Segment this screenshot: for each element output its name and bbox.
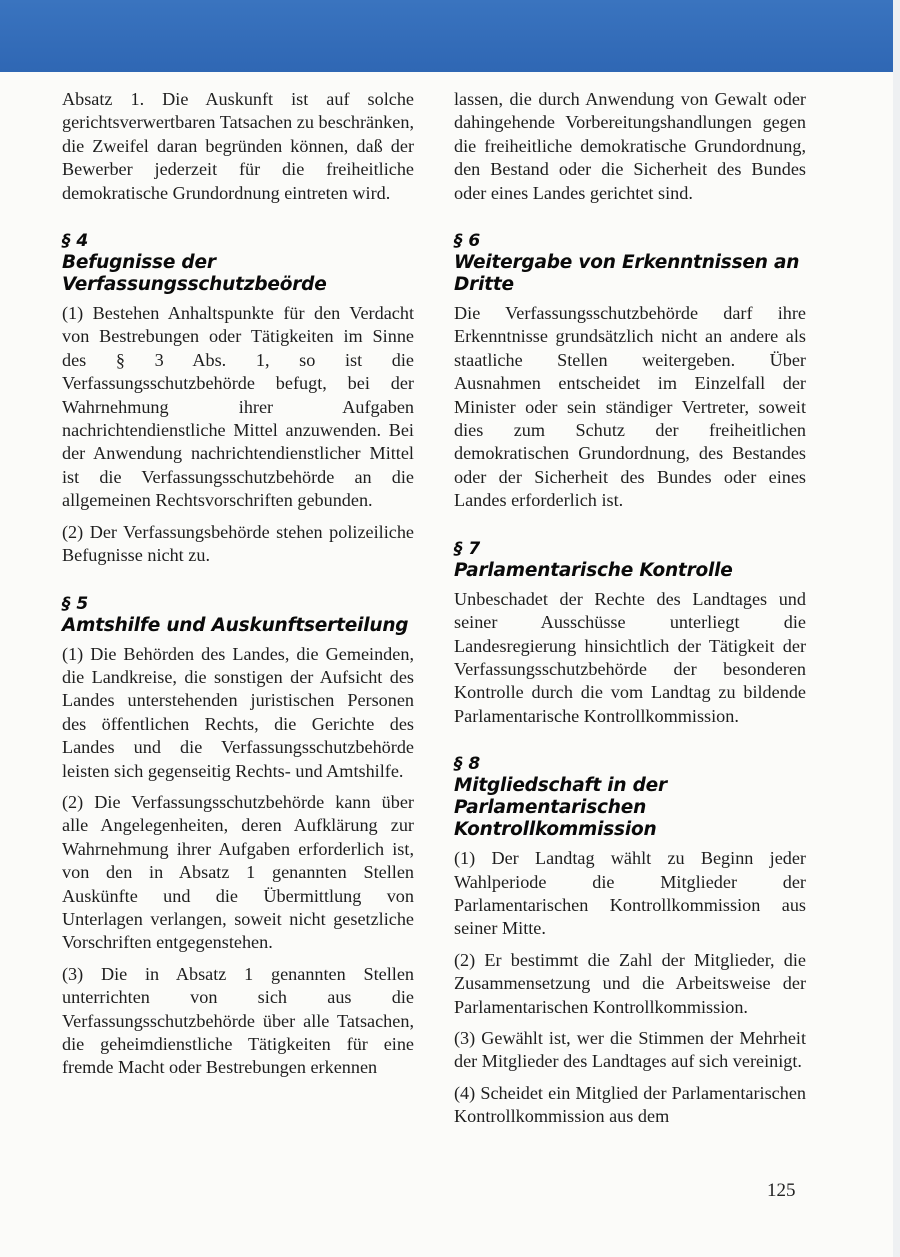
section-5-paragraph-1: (1) Die Behörden des Landes, die Gemeinden, die Landkreise, die sonstigen der Aufsicht des Landes unterstehenden juristischen Personen des öffentlichen Rechts, die Gerichte des Landes und die Verfassungsschutzbehörde leisten sich gegenseitig Rechts- und Amtshilfe. [62, 643, 414, 781]
section-8-title: Mitgliedschaft in der Parlamentarischen Kontrollkommission [454, 775, 667, 841]
section-8-paragraph-2: (2) Er bestimmt die Zahl der Mitglieder, die Zusammensetzung und die Arbeitsweise der Parlamentarischen Kontrollkommission. [454, 949, 806, 1017]
continuation-paragraph: lassen, die durch Anwendung von Gewalt oder dahingehende Vorbereitungshandlungen gegen die freiheitliche demokratische Grundordnung, den Bestand oder die Sicherheit des Bundes oder eines Landes gerichtet sind. [454, 89, 806, 203]
page-edge [893, 0, 900, 1257]
section-8-heading [454, 754, 806, 841]
section-4-paragraph-2: (2) Der Verfassungsbehörde stehen polizeiliche Befugnisse nicht zu. [62, 521, 414, 566]
section-7-heading [454, 539, 806, 582]
section-5-heading [62, 594, 414, 637]
section-5-paragraph-3: (3) Die in Absatz 1 genannten Stellen unterrichten von sich aus die Verfassungsschutzbehörde über alle Tatsachen, die geheimdienstliche Tätigkeiten für eine fremde Macht oder Bestrebungen erkennen [62, 963, 414, 1078]
section-5-paragraph-2: (2) Die Verfassungsschutzbehörde kann über alle Angelegenheiten, deren Aufklärung zur Wahrnehmung ihrer Aufgaben erforderlich ist, von den in Absatz 1 genannten Stellen Auskünfte und die Übermittlung von Unterlagen verlangen, soweit nicht gesetzliche Vorschriften entgegenstehen. [62, 791, 414, 953]
section-6-title: Weitergabe von Erkenntnissen an Dritte [454, 252, 800, 296]
section-7-paragraph-1: Unbeschadet der Rechte des Landtages und seiner Ausschüsse unterliegt die Landesregierung hinsichtlich der Tätigkeit der Verfassungsschutzbehörde der besonderen Kontrolle durch die vom Landtag zu bildende Parlamentarische Kontrollkommission. [454, 588, 806, 726]
section-7-title: Parlamentarische Kontrolle [454, 559, 733, 581]
section-6-number: § 6 [454, 231, 481, 252]
header-color-band [0, 0, 893, 72]
section-8-number: § 8 [454, 754, 481, 775]
section-4-paragraph-1: (1) Bestehen Anhaltspunkte für den Verdacht von Bestrebungen oder Tätigkeiten im Sinne des § 3 Abs. 1, so ist die Verfassungsschutzbehörde befugt, bei der Wahrnehmung ihrer Aufgaben nachrichtendienstliche Mittel anzuwenden. Bei der Anwendung nachrichtendienstlicher Mittel ist die Verfassungsschutzbehörde an die allgemeinen Rechtsvorschriften gebunden. [62, 303, 414, 511]
section-5-title: Amtshilfe und Auskunftserteilung [62, 614, 409, 636]
section-4-number: § 4 [62, 231, 89, 252]
section-7-number: § 7 [454, 538, 481, 559]
section-8-paragraph-1: (1) Der Landtag wählt zu Beginn jeder Wahlperiode die Mitglieder der Parlamentarischen Kontrollkommission aus seiner Mitte. [454, 848, 806, 939]
page-number: 125 [767, 1180, 796, 1201]
section-4-heading [62, 231, 414, 296]
section-6-paragraph-1: Die Verfassungsschutzbehörde darf ihre Erkenntnisse grundsätzlich nicht an andere als staatliche Stellen weitergeben. Über Ausnahmen entscheidet im Einzelfall der Minister oder sein ständiger Vertreter, soweit dies zum Schutz der freiheitlichen demokratischen Grundordnung, des Bestandes oder der Sicherheit des Bundes oder eines Landes erforderlich ist. [454, 303, 806, 511]
section-6-heading [454, 231, 806, 296]
section-8-paragraph-3: (3) Gewählt ist, wer die Stimmen der Mehrheit der Mitglieder des Landtages auf sich vereinigt. [454, 1027, 806, 1072]
right-column [454, 88, 806, 1137]
section-8-paragraph-4: (4) Scheidet ein Mitglied der Parlamentarischen Kontrollkommission aus dem [454, 1082, 806, 1127]
section-5-number: § 5 [62, 593, 89, 614]
section-4-title: Befugnisse der Verfassungsschutzbeörde [62, 252, 327, 296]
intro-paragraph: Absatz 1. Die Auskunft ist auf solche gerichtsverwertbaren Tatsachen zu beschränken, die Zweifel daran begründen können, daß der Bewerber jederzeit für die freiheitliche demokratische Grundordnung eintreten wird. [62, 89, 414, 203]
left-column [62, 88, 414, 1088]
